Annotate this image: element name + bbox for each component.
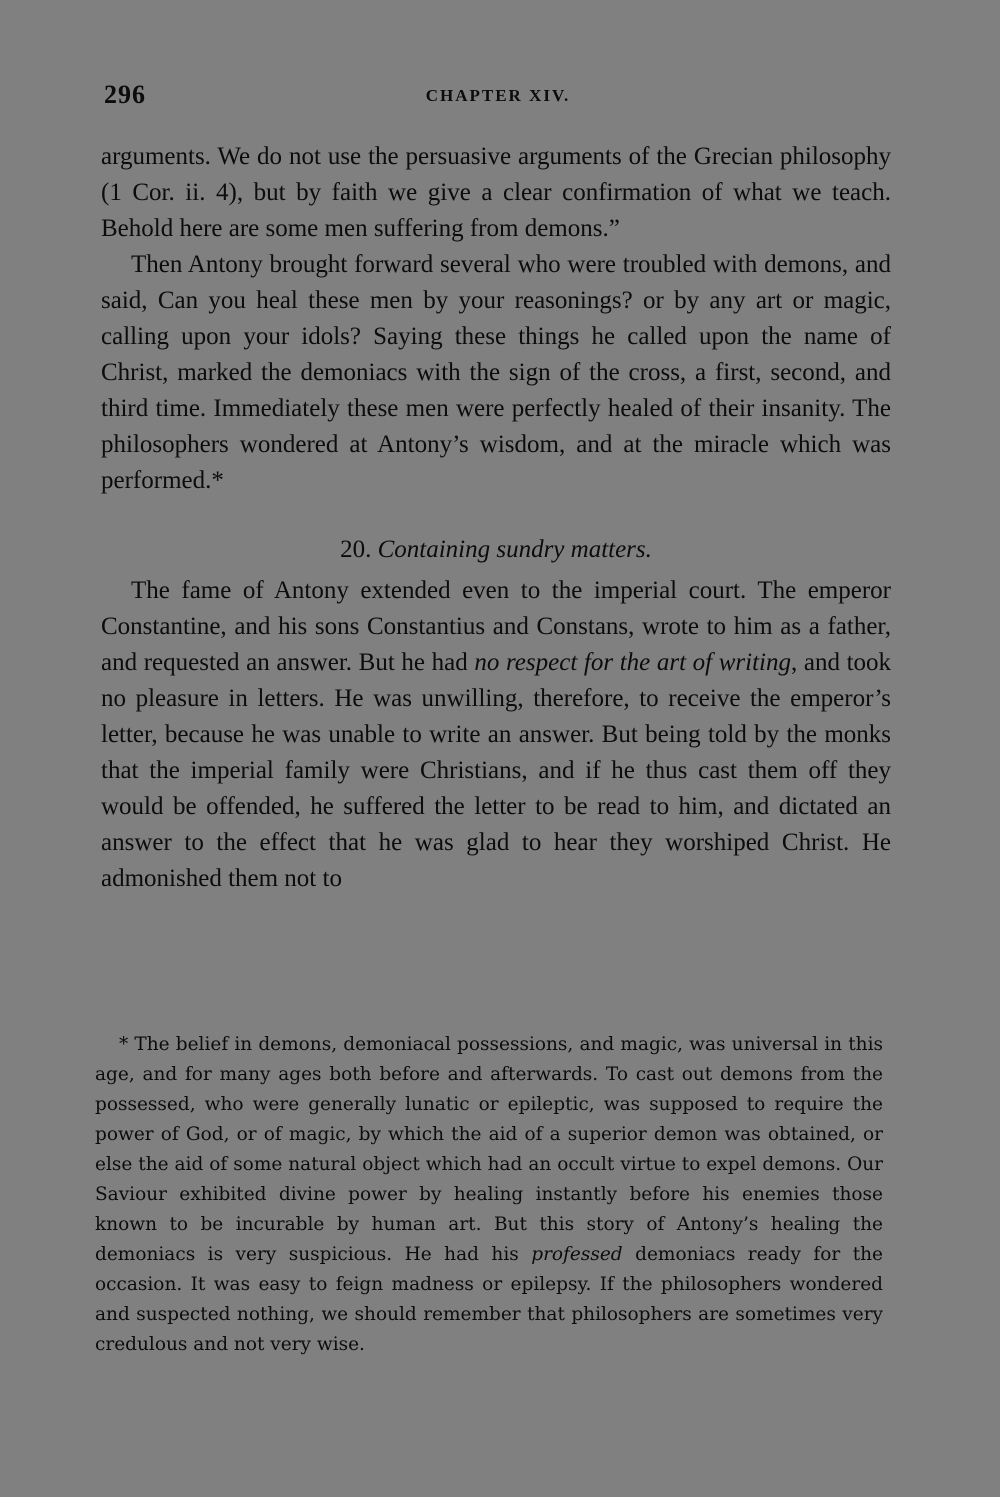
main-text bbox=[101, 139, 891, 897]
paragraph-text: , and took no pleasure in letters. He was unwilling, therefore, to receive the emperor’s letter, because he was unable to write an answer. But being told by the monks that the imperial family were Christians, and if he thus cast them off they would be offended, he suffered the letter to be read to him, and dictated an answer to the effect that he was glad to hear they worshiped Christ. He admonished them not to bbox=[101, 649, 892, 892]
footnote-part: * The belief in demons, demoniacal possessions, and magic, was universal in this age, and for many ages both before and afterwards. To cast out demons from the possessed, who were generally lunatic or epileptic, was supposed to require the power of God, or of magic, by which the aid of a superior demon was obtained, or else the aid of some natural object which had an occult virtue to expel demons. Our Saviour exhibited divine power by healing instantly before his enemies those known to be incurable by human art. But this story of Antony’s healing the demoniacs is very suspicious. He had his bbox=[95, 1034, 883, 1265]
paragraph-imperial-court bbox=[101, 573, 891, 897]
running-head: CHAPTER XIV. bbox=[425, 86, 571, 105]
page-number: 296 bbox=[104, 80, 146, 109]
page-header bbox=[104, 80, 892, 120]
paragraph-antony-healing: Then Antony brought forward several who were troubled with demons, and said, Can you heal these men by your reasonings? or by any art or magic, calling upon your idols? Saying these things he called upon the name of Christ, marked the demoniacs with the sign of the cross, a first, second, and third time. Immediately these men were perfectly healed of their insanity. The philosophers wondered at Antony’s wisdom, and at the miracle which was performed.* bbox=[101, 251, 891, 494]
footnote bbox=[95, 1030, 883, 1360]
footnote-italic: professed bbox=[531, 1244, 623, 1265]
footnote-text bbox=[95, 1030, 883, 1360]
section-number: 20. bbox=[340, 536, 372, 563]
italic-phrase: no respect for the art of writing bbox=[474, 649, 791, 676]
section-heading bbox=[101, 532, 891, 568]
section-title: Containing sundry matters. bbox=[377, 536, 652, 563]
paragraph-text: The fame of Antony extended even to the imperial court. The emperor Constantine, and his sons Constantius and Constans, wrote to him as a father, and requested an answer. But he had bbox=[101, 577, 891, 676]
footnote-part: demoniacs ready for the occasion. It was easy to feign madness or epilepsy. If the philosophers wondered and suspected nothing, we should remember that philosophers are sometimes very credulous and not very wise. bbox=[95, 1244, 883, 1355]
paragraph-continued: arguments. We do not use the persuasive arguments of the Grecian philosophy (1 Cor. ii. 4), but by faith we give a clear confirmation of what we teach. Behold here are some men suffering from demons.” bbox=[101, 143, 891, 242]
